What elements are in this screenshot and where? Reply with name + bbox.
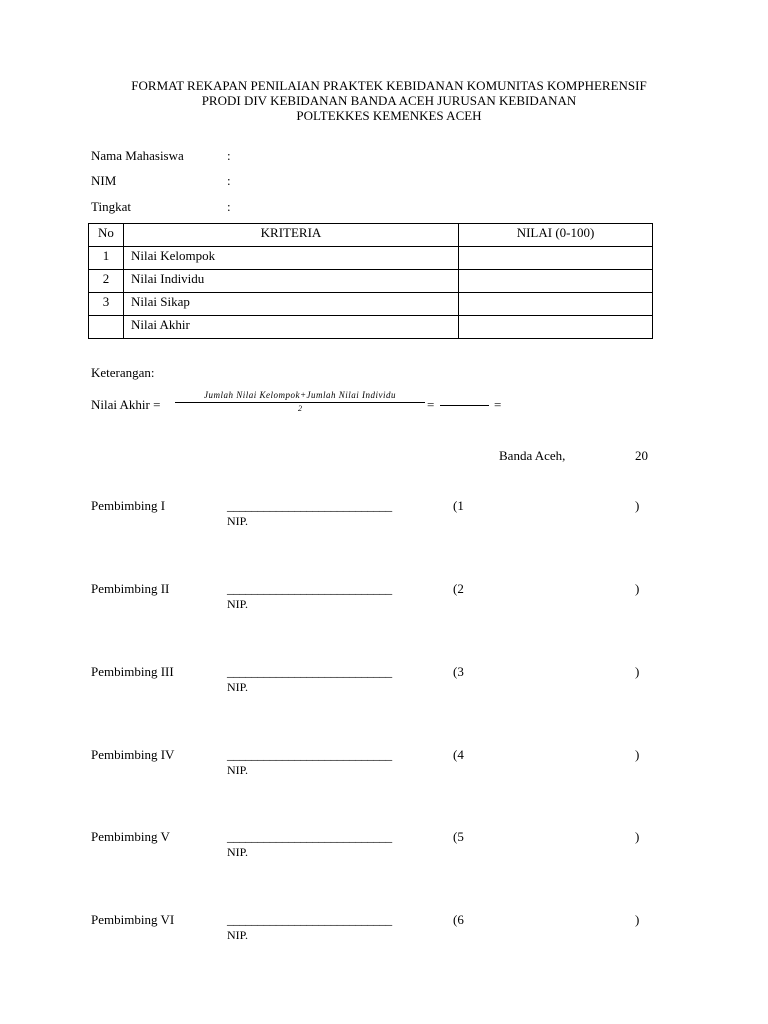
signatory-close-paren: )	[635, 747, 640, 762]
signatory-close-paren: )	[635, 581, 640, 596]
signature-line[interactable]: ___________________________	[227, 829, 392, 844]
signature-line[interactable]: ___________________________	[227, 581, 392, 596]
signatory-close-paren: )	[635, 912, 640, 927]
formula-numerator: Jumlah Nilai Kelompok+Jumlah Nilai Individu	[203, 390, 397, 400]
signatory-open-paren: (3	[453, 664, 464, 679]
signatory-close-paren: )	[635, 498, 640, 513]
signatory-name: Pembimbing I	[91, 498, 166, 513]
grade-table	[88, 223, 653, 339]
formula-equals-2: =	[494, 397, 502, 412]
signatory-open-paren: (4	[453, 747, 464, 762]
signatory-name: Pembimbing V	[91, 829, 170, 844]
field-colon: :	[227, 199, 231, 214]
place-text: Banda Aceh,	[499, 448, 566, 463]
signature-block	[91, 581, 651, 617]
formula-denominator: 2	[298, 404, 302, 413]
signature-block	[91, 664, 651, 700]
signatory-nip: NIP.	[227, 845, 249, 859]
formula-lhs: Nilai Akhir =	[91, 397, 161, 412]
cell-no: 1	[89, 247, 124, 270]
fraction-bar	[175, 402, 425, 403]
signatory-nip: NIP.	[227, 928, 249, 942]
signatory-open-paren: (1	[453, 498, 464, 513]
signatory-close-paren: )	[635, 664, 640, 679]
signature-line[interactable]: ___________________________	[227, 912, 392, 927]
signatory-name: Pembimbing VI	[91, 912, 175, 927]
field-label: Nama Mahasiswa	[91, 148, 184, 163]
cell-kriteria: Nilai Akhir	[124, 316, 459, 339]
cell-nilai[interactable]	[459, 293, 653, 316]
signature-line[interactable]: ___________________________	[227, 747, 392, 762]
cell-kriteria: Nilai Individu	[124, 270, 459, 293]
formula-blank-line	[440, 405, 489, 406]
title-line-1: FORMAT REKAPAN PENILAIAN PRAKTEK KEBIDANAN KOMUNITAS KOMPHERENSIF	[131, 78, 647, 93]
table-row	[89, 247, 653, 270]
signatory-name: Pembimbing IV	[91, 747, 175, 762]
header-no: No	[89, 224, 124, 247]
signatory-nip: NIP.	[227, 514, 249, 528]
table-row	[89, 293, 653, 316]
signature-block	[91, 829, 651, 865]
header-nilai: NILAI (0-100)	[459, 224, 653, 247]
signature-block	[91, 498, 651, 534]
cell-nilai[interactable]	[459, 270, 653, 293]
cell-kriteria: Nilai Sikap	[124, 293, 459, 316]
signatory-nip: NIP.	[227, 597, 249, 611]
signatory-name: Pembimbing II	[91, 581, 170, 596]
formula-equals: =	[427, 397, 435, 412]
field-colon: :	[227, 173, 231, 188]
signature-block	[91, 747, 651, 783]
cell-no	[89, 316, 124, 339]
signature-line[interactable]: ___________________________	[227, 664, 392, 679]
header-kriteria: KRITERIA	[124, 224, 459, 247]
cell-no: 3	[89, 293, 124, 316]
title-line-2: PRODI DIV KEBIDANAN BANDA ACEH JURUSAN KEBIDANAN	[201, 93, 577, 108]
cell-nilai[interactable]	[459, 316, 653, 339]
year-text: 20	[635, 448, 648, 463]
table-row	[89, 270, 653, 293]
signature-line[interactable]: ___________________________	[227, 498, 392, 513]
field-label: Tingkat	[91, 199, 131, 214]
field-colon: :	[227, 148, 231, 163]
signatory-nip: NIP.	[227, 763, 249, 777]
document-title	[0, 78, 768, 123]
cell-nilai[interactable]	[459, 247, 653, 270]
signatory-close-paren: )	[635, 829, 640, 844]
signatory-open-paren: (6	[453, 912, 464, 927]
signatory-open-paren: (5	[453, 829, 464, 844]
field-label: NIM	[91, 173, 117, 188]
table-row	[89, 316, 653, 339]
signatory-name: Pembimbing III	[91, 664, 174, 679]
signatory-nip: NIP.	[227, 680, 249, 694]
formula-fraction	[175, 390, 425, 413]
cell-kriteria: Nilai Kelompok	[124, 247, 459, 270]
cell-no: 2	[89, 270, 124, 293]
title-line-3: POLTEKKES KEMENKES ACEH	[296, 108, 482, 123]
table-header-row	[89, 224, 653, 247]
signature-block	[91, 912, 651, 948]
keterangan-label: Keterangan:	[91, 365, 155, 380]
signatory-open-paren: (2	[453, 581, 464, 596]
